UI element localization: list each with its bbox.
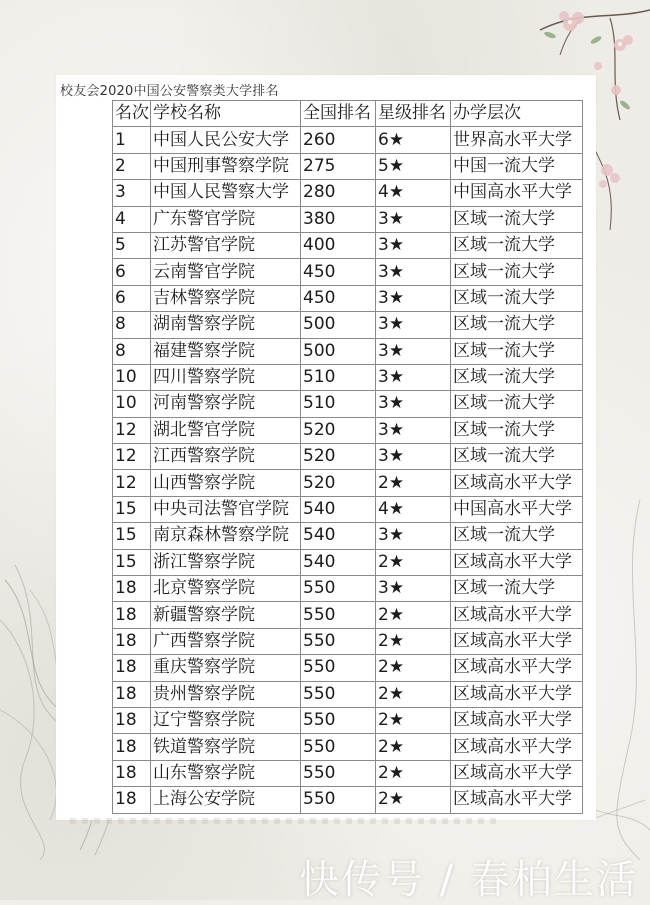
cell-rank: 18: [113, 681, 151, 707]
cell-national-rank: 550: [301, 655, 376, 681]
table-row: [113, 417, 583, 443]
cell-star-rank: 3★: [376, 391, 451, 417]
cell-school-name: 山西警察学院: [151, 470, 301, 496]
cell-school-name: 云南警官学院: [151, 259, 301, 285]
cell-star-rank: 2★: [376, 707, 451, 733]
cell-school-name: 上海公安学院: [151, 787, 301, 813]
cell-star-rank: 3★: [376, 444, 451, 470]
cell-school-name: 南京森林警察学院: [151, 523, 301, 549]
cell-school-level: 区域一流大学: [451, 285, 583, 311]
table-row: [113, 153, 583, 179]
cell-national-rank: 520: [301, 417, 376, 443]
cell-national-rank: 500: [301, 312, 376, 338]
cell-star-rank: 3★: [376, 259, 451, 285]
cell-star-rank: 3★: [376, 312, 451, 338]
cell-school-level: 区域一流大学: [451, 259, 583, 285]
cell-school-level: 世界高水平大学: [451, 127, 583, 153]
cell-school-level: 区域高水平大学: [451, 628, 583, 654]
cell-rank: 2: [113, 153, 151, 179]
cell-rank: 8: [113, 338, 151, 364]
cell-star-rank: 3★: [376, 576, 451, 602]
cell-school-level: 中国高水平大学: [451, 496, 583, 522]
cell-rank: 18: [113, 655, 151, 681]
table-row: [113, 523, 583, 549]
cell-star-rank: 2★: [376, 655, 451, 681]
cell-rank: 18: [113, 707, 151, 733]
cell-rank: 18: [113, 734, 151, 760]
cell-star-rank: 3★: [376, 417, 451, 443]
table-row: [113, 232, 583, 258]
cell-school-name: 河南警察学院: [151, 391, 301, 417]
table-row: [113, 444, 583, 470]
cell-rank: 6: [113, 285, 151, 311]
cell-star-rank: 5★: [376, 153, 451, 179]
cell-national-rank: 510: [301, 364, 376, 390]
cell-star-rank: 3★: [376, 523, 451, 549]
cell-school-level: 区域一流大学: [451, 444, 583, 470]
cell-school-level: 区域高水平大学: [451, 470, 583, 496]
table-row: [113, 470, 583, 496]
cell-school-level: 中国一流大学: [451, 153, 583, 179]
cell-school-name: 湖南警察学院: [151, 312, 301, 338]
cell-school-level: 区域一流大学: [451, 364, 583, 390]
cell-national-rank: 260: [301, 127, 376, 153]
cell-rank: 1: [113, 127, 151, 153]
cell-star-rank: 2★: [376, 602, 451, 628]
cell-national-rank: 540: [301, 549, 376, 575]
cell-rank: 12: [113, 444, 151, 470]
cell-star-rank: 3★: [376, 206, 451, 232]
cell-school-level: 区域一流大学: [451, 232, 583, 258]
cell-school-name: 广西警察学院: [151, 628, 301, 654]
table-row: [113, 338, 583, 364]
cell-national-rank: 540: [301, 523, 376, 549]
cell-star-rank: 2★: [376, 549, 451, 575]
cell-star-rank: 4★: [376, 180, 451, 206]
cell-star-rank: 3★: [376, 364, 451, 390]
table-row: [113, 180, 583, 206]
cell-school-name: 吉林警察学院: [151, 285, 301, 311]
header-school-level: 办学层次: [451, 101, 583, 127]
cell-star-rank: 2★: [376, 628, 451, 654]
cell-national-rank: 550: [301, 707, 376, 733]
cell-national-rank: 500: [301, 338, 376, 364]
cell-school-name: 中国人民警察大学: [151, 180, 301, 206]
cell-national-rank: 550: [301, 734, 376, 760]
cell-school-name: 福建警察学院: [151, 338, 301, 364]
cell-national-rank: 520: [301, 444, 376, 470]
cell-school-name: 四川警察学院: [151, 364, 301, 390]
cell-national-rank: 550: [301, 760, 376, 786]
document-title: 校友会2020中国公安警察类大学排名: [60, 84, 279, 99]
cell-school-name: 江苏警官学院: [151, 232, 301, 258]
cell-school-name: 贵州警察学院: [151, 681, 301, 707]
cell-national-rank: 550: [301, 628, 376, 654]
table-row: [113, 312, 583, 338]
cell-rank: 12: [113, 417, 151, 443]
cell-star-rank: 2★: [376, 681, 451, 707]
cell-rank: 10: [113, 364, 151, 390]
cell-star-rank: 3★: [376, 232, 451, 258]
cell-school-name: 重庆警察学院: [151, 655, 301, 681]
cell-rank: 5: [113, 232, 151, 258]
cell-school-name: 浙江警察学院: [151, 549, 301, 575]
cell-school-name: 江西警察学院: [151, 444, 301, 470]
cell-school-name: 铁道警察学院: [151, 734, 301, 760]
cell-national-rank: 550: [301, 576, 376, 602]
cell-school-level: 区域一流大学: [451, 338, 583, 364]
cell-school-level: 区域高水平大学: [451, 787, 583, 813]
table-row: [113, 549, 583, 575]
table-row: [113, 602, 583, 628]
table-row: [113, 787, 583, 813]
table-row: [113, 285, 583, 311]
cell-national-rank: 550: [301, 681, 376, 707]
cell-school-name: 中国人民公安大学: [151, 127, 301, 153]
cell-school-level: 区域高水平大学: [451, 707, 583, 733]
table-row: [113, 681, 583, 707]
cell-school-name: 湖北警官学院: [151, 417, 301, 443]
cell-school-level: 区域高水平大学: [451, 602, 583, 628]
cell-school-level: 中国高水平大学: [451, 180, 583, 206]
table-row: [113, 655, 583, 681]
cell-star-rank: 4★: [376, 496, 451, 522]
cell-school-level: 区域一流大学: [451, 523, 583, 549]
cell-school-name: 山东警察学院: [151, 760, 301, 786]
table-header-row: [113, 101, 583, 127]
cell-school-level: 区域高水平大学: [451, 760, 583, 786]
cell-national-rank: 510: [301, 391, 376, 417]
cell-star-rank: 2★: [376, 787, 451, 813]
cell-national-rank: 550: [301, 602, 376, 628]
header-school-name: 学校名称: [151, 101, 301, 127]
cell-star-rank: 2★: [376, 734, 451, 760]
cell-star-rank: 6★: [376, 127, 451, 153]
table-row: [113, 364, 583, 390]
cell-school-level: 区域高水平大学: [451, 734, 583, 760]
cell-rank: 18: [113, 787, 151, 813]
cell-star-rank: 2★: [376, 760, 451, 786]
cell-school-name: 中国刑事警察学院: [151, 153, 301, 179]
cell-school-level: 区域一流大学: [451, 417, 583, 443]
header-national-rank: 全国排名: [301, 101, 376, 127]
cell-school-level: 区域一流大学: [451, 206, 583, 232]
dotted-divider: [70, 818, 500, 824]
cell-national-rank: 540: [301, 496, 376, 522]
table-body: [113, 127, 583, 813]
cell-national-rank: 380: [301, 206, 376, 232]
cell-rank: 15: [113, 496, 151, 522]
cell-school-level: 区域一流大学: [451, 312, 583, 338]
cell-school-level: 区域一流大学: [451, 391, 583, 417]
cell-school-name: 辽宁警察学院: [151, 707, 301, 733]
cell-rank: 3: [113, 180, 151, 206]
cell-rank: 18: [113, 760, 151, 786]
table-row: [113, 259, 583, 285]
cell-school-level: 区域高水平大学: [451, 655, 583, 681]
cell-national-rank: 450: [301, 259, 376, 285]
cell-star-rank: 2★: [376, 470, 451, 496]
cell-rank: 18: [113, 628, 151, 654]
cell-school-name: 新疆警察学院: [151, 602, 301, 628]
cell-rank: 15: [113, 523, 151, 549]
cell-national-rank: 550: [301, 787, 376, 813]
cell-school-name: 广东警官学院: [151, 206, 301, 232]
cell-rank: 15: [113, 549, 151, 575]
ranking-table: [112, 100, 583, 814]
cell-school-name: 中央司法警官学院: [151, 496, 301, 522]
cell-star-rank: 3★: [376, 285, 451, 311]
table-row: [113, 707, 583, 733]
cell-rank: 4: [113, 206, 151, 232]
cell-rank: 10: [113, 391, 151, 417]
table-row: [113, 628, 583, 654]
table-row: [113, 391, 583, 417]
cell-national-rank: 520: [301, 470, 376, 496]
cell-rank: 12: [113, 470, 151, 496]
cell-school-name: 北京警察学院: [151, 576, 301, 602]
table-row: [113, 760, 583, 786]
header-star-rank: 星级排名: [376, 101, 451, 127]
table-row: [113, 734, 583, 760]
table-row: [113, 496, 583, 522]
cell-rank: 18: [113, 602, 151, 628]
table-row: [113, 127, 583, 153]
watermark-text: 快传号 / 春柏生活: [299, 857, 638, 903]
cell-rank: 6: [113, 259, 151, 285]
cell-school-level: 区域高水平大学: [451, 549, 583, 575]
cell-school-level: 区域高水平大学: [451, 681, 583, 707]
cell-national-rank: 400: [301, 232, 376, 258]
header-rank: 名次: [113, 101, 151, 127]
cell-star-rank: 3★: [376, 338, 451, 364]
cell-national-rank: 275: [301, 153, 376, 179]
cell-school-level: 区域一流大学: [451, 576, 583, 602]
table-row: [113, 206, 583, 232]
cell-national-rank: 280: [301, 180, 376, 206]
table-row: [113, 576, 583, 602]
cell-national-rank: 450: [301, 285, 376, 311]
cell-rank: 8: [113, 312, 151, 338]
cell-rank: 18: [113, 576, 151, 602]
